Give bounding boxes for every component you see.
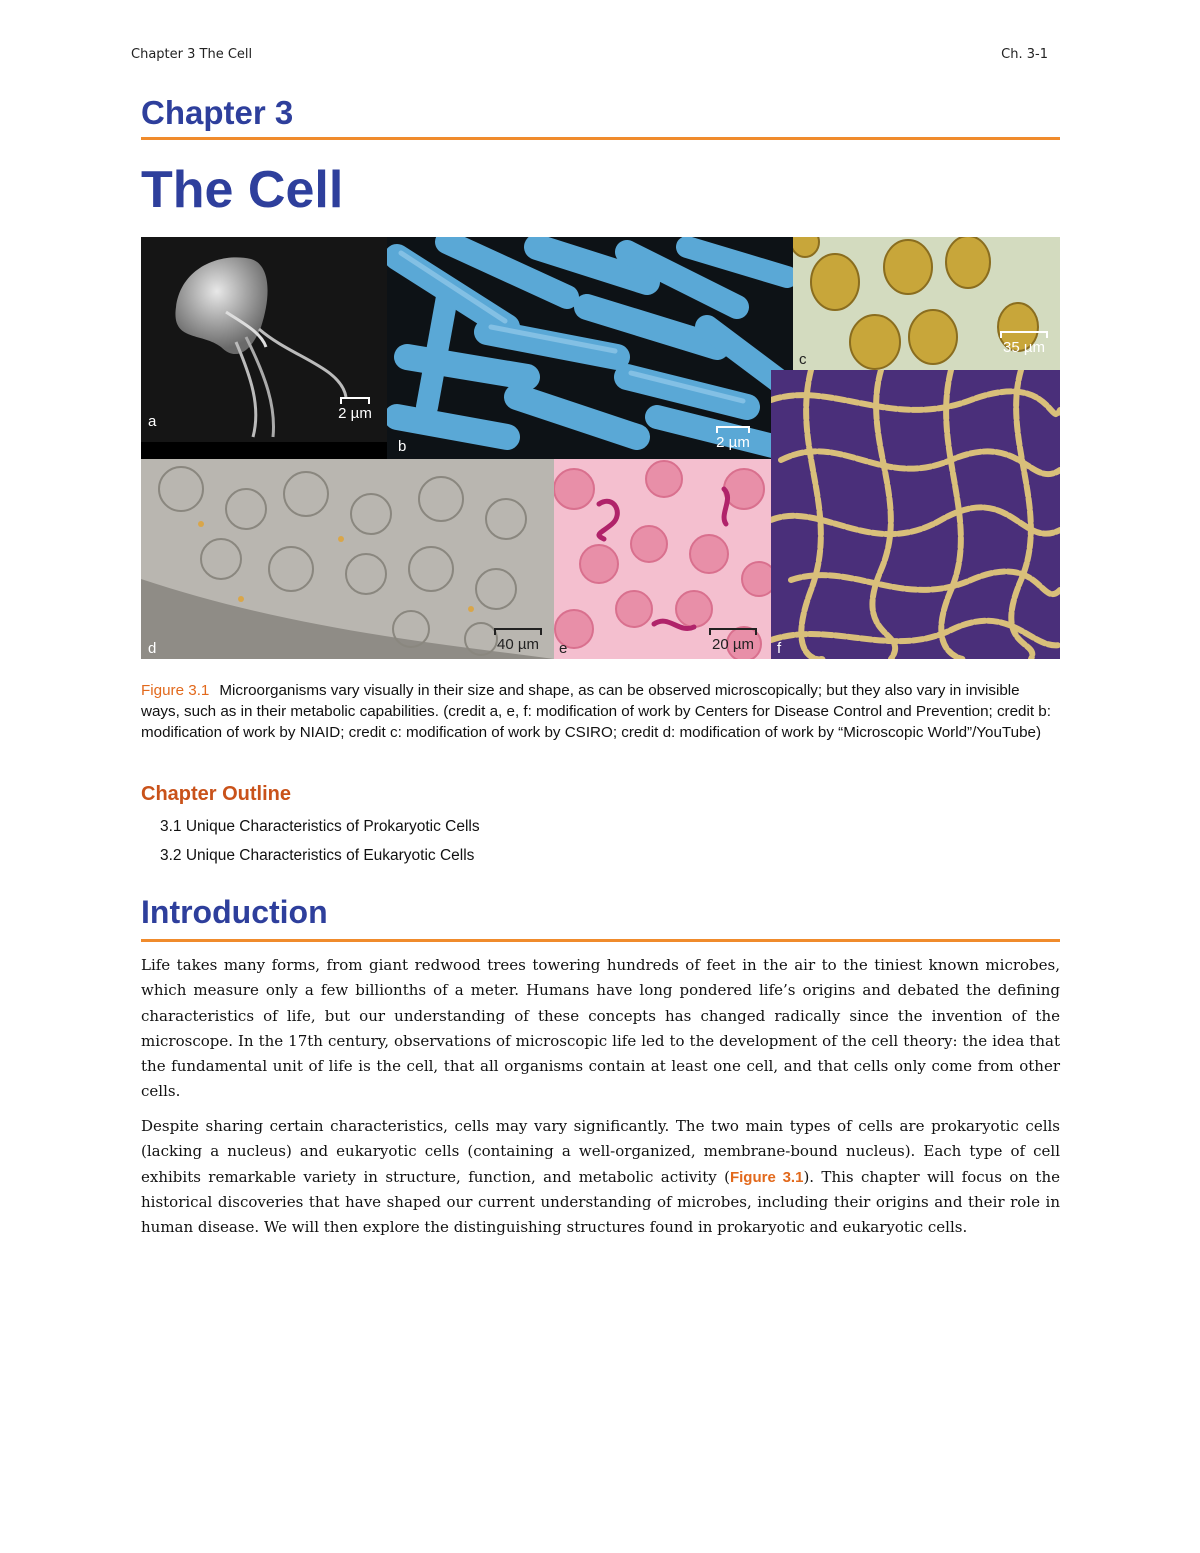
intro-paragraph-2 [141,1114,1060,1240]
figure-3-1-link[interactable]: Figure 3.1 [729,1168,804,1186]
panel-c-label: c [799,351,807,368]
panel-b-label: b [398,438,407,455]
panel-c-scale-label: 35 µm [1003,339,1045,356]
figure-caption-label: Figure 3.1 [141,682,210,699]
panel-b [387,237,793,459]
panel-a-label: a [148,413,157,430]
panel-e-scale-label: 20 µm [712,636,754,653]
panel-e-scalebar [707,628,759,653]
panel-d-scale-label: 40 µm [497,636,539,653]
panel-d-scalebar [492,628,544,653]
introduction-rule [141,939,1060,942]
panel-d [141,459,554,659]
intro-paragraph-2-start: Despite sharing certain characteristics, cells may vary significantly. The two main types of cells are prokaryotic cells (lacking a nucleus) and eukaryotic cells (containing a well-organized, membrane-bound nucleus). Each type of cell exhibits remarkable variety in structure, function, and metabolic activity ( [141,1117,1060,1186]
panel-a-scalebar [335,397,375,422]
panel-f-label: f [777,640,782,657]
intro-paragraph-2-end: ). This chapter will focus on the historical discoveries that have shaped our current understanding of microbes, including their origins and their role in human disease. We will then explore the distinguishing structures found in prokaryotic and eukaryotic cells. [141,1167,1061,1237]
panel-a-scale-label: 2 µm [338,405,372,422]
figure-caption-text: Microorganisms vary visually in their size and shape, as can be observed microscopically; but they also vary in invisible ways, such as in their metabolic capabilities. (credit a, e, f: modification of work by Centers for Disease Control and Prevention; credit b: modification of work by NIAID; credit c: modification of work by CSIRO; credit d: modification of work by “Microscopic World”/YouTube) [141,682,1051,741]
intro-paragraph-1: Life takes many forms, from giant redwood trees towering hundreds of feet in the air to the tiniest known microbes, which measure only a few billionths of a meter. Humans have long pondered life’s origins and debated the defining characteristics of life, but our understanding of these concepts has changed radically since the invention of the microscope. In the 17th century, observations of microscopic life led to the development of the cell theory: the idea that the fundamental unit of life is the cell, that all organisms contain at least one cell, and that cells only come from other cells. [141,956,1060,1101]
panel-c-scalebar [998,331,1050,356]
panel-c [793,237,1060,370]
figure-caption [141,680,1060,743]
introduction-heading: Introduction [141,894,328,930]
figure-3-1 [141,237,1060,659]
panel-e [554,459,771,659]
panel-b-scalebar [713,426,753,451]
chapter-rule [141,137,1060,140]
running-header-right: Ch. 3-1 [1001,47,1048,62]
panel-a [141,237,387,442]
page-title: The Cell [141,161,344,219]
panel-b-scale-label: 2 µm [716,434,750,451]
panel-d-label: d [148,640,157,657]
running-header-left: Chapter 3 The Cell [131,47,253,62]
outline-item-3-1[interactable]: 3.1 Unique Characteristics of Prokaryotic Cells [160,818,480,835]
chapter-label: Chapter 3 [141,94,294,131]
panel-e-label: e [559,640,568,657]
chapter-outline-heading: Chapter Outline [141,783,292,805]
outline-item-3-2[interactable]: 3.2 Unique Characteristics of Eukaryotic Cells [160,847,475,864]
panel-f [771,370,1060,659]
